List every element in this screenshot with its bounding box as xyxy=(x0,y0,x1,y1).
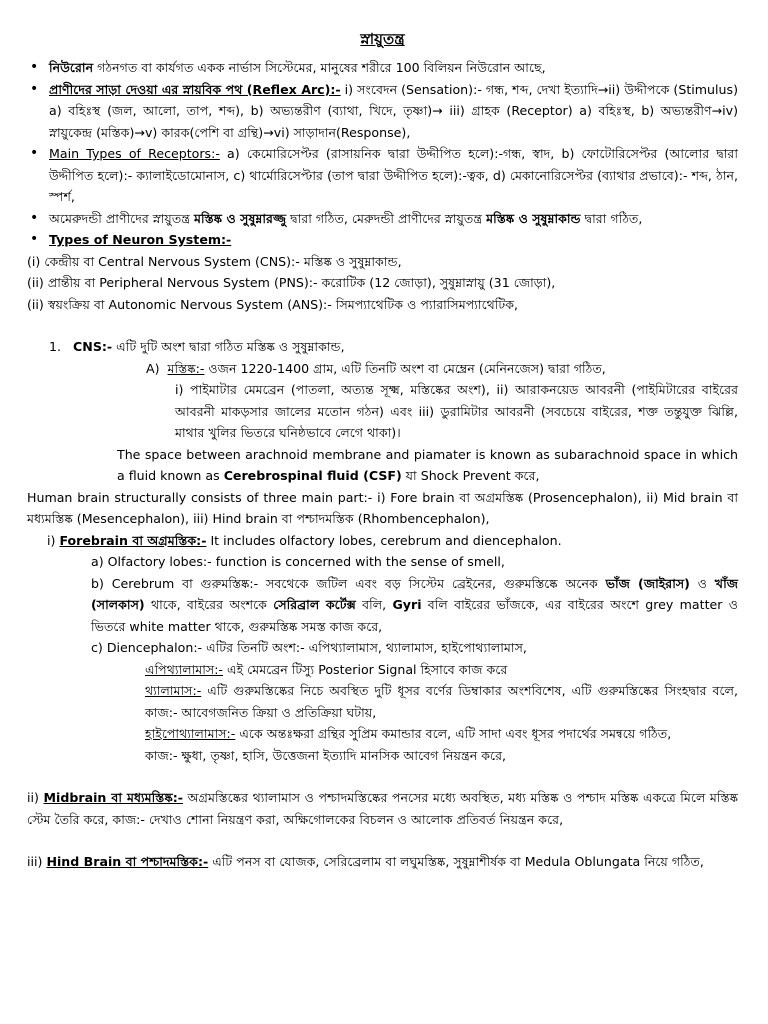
membranes-detail: i) পাইমাটার মেমব্রেন (পাতলা, অত্যন্ত সূক্ষ্ম, মস্তিষ্কের অংশ), ii) আরাকনয়েড আবরনী (পাইমিটারের বাইরের আবরনী মাকড়সার জালের মতোন গঠন) এবং iii) ডুরামিটার আবরনী (সবচেয়ে বাইরের, শক্ত তন্তুযুক্ত ঝিল্লি, মাথার খুলির ভিতরে ঘনিষ্ঠভাবে লেগে থাকা)। xyxy=(175,382,738,440)
ns-item-cns: (i) কেন্দ্রীয় বা Central Nervous System (CNS):- মস্তিষ্ক ও সুষুম্নাকান্ড, xyxy=(27,253,402,269)
neuron-text: গঠনগত বা কার্যগত একক নার্ভাস সিস্টেমের, মানুষের শরীরে 100 বিলিয়ন নিউরোন আছে, xyxy=(93,60,546,75)
epithalamus-line xyxy=(27,659,738,681)
forebrain-heading-line xyxy=(27,530,738,552)
cns-text: এটি দুটি অংশ দ্বারা গঠিত মস্তিষ্ক ও সুষুম্নাকান্ড, xyxy=(112,339,345,354)
cerebrum-text-3: থাকে, বাইরের অংশকে xyxy=(144,597,274,612)
midbrain-text: অগ্রমস্তিষ্কের থ্যালামাস ও পশ্চাদমস্তিষ্কের পনসের মধ্যে অবস্থিত, মধ্য মস্তিষ্ক ও পশ্চাদ মস্তিষ্ক একত্রে মিলে মস্তিষ্ক স্টেম তৈরি করে, কাজ:- দেখাও শোনা নিয়ন্ত্রণ করা, অক্ষিগোলকের বিচলন ও আলোক প্রতিবর্ত নিয়ন্ত্রন করে, xyxy=(27,790,738,827)
hindbrain-text: এটি পনস বা যোজক, সেরিব্রেলাম বা লঘুমস্তিষ্ক, সুষুম্নাশীর্ষক বা Medula Oblungata নিয়ে গঠিত, xyxy=(208,854,704,869)
reflex-arc-text: i) সংবেদন (Sensation):- গন্ধ, শব্দ, দেখা ইত্যাদি→ii) উদ্দীপকে (Stimulus) a) বহিঃস্থ (জল, আলো, তাপ, শব্দ), b) অভ্যন্তরীণ (ব্যাথা, খিদে, তৃষ্ণা)→ iii) গ্রাহক (Receptor) a) বহিঃস্থ, b) অভ্যন্তরীণ→iv) স্নায়ুকেন্দ্র (মস্তিক)→v) কারক(পেশি বা গ্রন্থি)→vi) সাড়াদান(Response), xyxy=(49,81,738,140)
composition-text-1: অমেরুদন্ডী প্রাণীদের স্নায়ুতন্ত্র xyxy=(49,210,195,226)
cns-label: CNS:- xyxy=(73,339,113,354)
reflex-arc-heading: প্রাণীদের সাড়া দেওয়া এর স্নায়বিক পথ (Reflex Arc):- xyxy=(49,81,341,97)
brain-heading: মস্তিষ্ক:- xyxy=(167,360,205,376)
forebrain-number: i) xyxy=(47,532,56,548)
cerebrum-gyrus: ভাঁজ (জাইরাস) xyxy=(605,575,690,591)
page-title: স্নায়ুতন্ত্র xyxy=(360,30,405,48)
hindbrain-paragraph xyxy=(27,851,738,873)
bullet-reflex-arc xyxy=(49,79,738,144)
bullet-neuron-system-types xyxy=(49,229,738,251)
cerebrum-cortex: সেরিব্রাল কর্টেক্স xyxy=(273,597,356,612)
hindbrain-heading: Hind Brain বা পশ্চাদমস্তিক:- xyxy=(46,854,209,869)
cerebrum-text-4: বলি, xyxy=(355,597,393,612)
neuron-term: নিউরোন xyxy=(49,60,94,75)
olfactory-lobes: a) Olfactory lobes:- function is concerned with the sense of smell, xyxy=(91,554,505,569)
cerebrum-sulcus: খাঁজ (সালকাস) xyxy=(91,575,738,612)
intro-bullet-list xyxy=(27,57,738,251)
brain-label: A) xyxy=(146,360,160,376)
bullet-neuron xyxy=(49,57,738,79)
cns-number: 1. xyxy=(49,339,62,354)
epithalamus-text: এই মেমব্রেন টিস্যু Posterior Signal হিসাবে কাজ করে xyxy=(222,661,508,677)
bullet-nervous-system-composition xyxy=(49,208,738,230)
midbrain-paragraph xyxy=(27,787,738,830)
neuron-system-types-heading: Types of Neuron System:- xyxy=(49,232,232,247)
ns-item-pns: (ii) প্রান্তীয় বা Peripheral Nervous System (PNS):- করোটিক (12 জোড়া), সুষুম্নাস্নায়ু (31 জোড়া), xyxy=(27,275,556,290)
forebrain-heading: Forebrain বা অগ্রমস্তিক:- xyxy=(59,532,207,548)
brain-parts-paragraph: Human brain structurally consists of three main part:- i) Fore brain বা অগ্রমস্তিষ্ক (Prosencephalon), ii) Mid brain বা মধ্যমস্তিষ্ক (Mesencephalon), iii) Hind brain বা পশ্চাদমস্তিক (Rhombencephalon), xyxy=(27,489,738,526)
epithalamus-heading: এপিথ্যালামাস:- xyxy=(145,661,223,677)
thalamus-heading: থ্যালামাস:- xyxy=(145,683,202,698)
diencephalon-line: c) Diencephalon:- এটির তিনটি অংশ:- এপিথ্যালামাস, থ্যালামাস, হাইপোথ্যালামাস, xyxy=(91,640,527,655)
hypothalamus-heading: হাইপোথ্যালামাস:- xyxy=(145,726,236,741)
forebrain-text: It includes olfactory lobes, cerebrum and diencephalon. xyxy=(206,532,562,548)
hypothalamus-text: একে অন্তঃক্ষরা গ্রন্থির সুপ্রিম কমান্ডার বলে, এটি সাদা এবং ধূসর পদার্থের সমন্বয়ে গঠিত, xyxy=(235,726,672,741)
composition-bold-1: মস্তিষ্ক ও সুষুম্নারজ্জু xyxy=(194,210,287,226)
csf-term: Cerebrospinal fluid (CSF) xyxy=(223,468,402,483)
hypothalamus-work: কাজ:- ক্ষুধা, তৃষ্ণা, হাসি, উত্তেজনা ইত্যাদি মানসিক আবেগ নিয়ন্ত্রন করে, xyxy=(145,747,507,763)
ns-item-ans: (ii) স্বয়ংক্রিয় বা Autonomic Nervous System (ANS):- সিমপ্যাথেটিক ও প্যারাসিমপ্যাথেটিক, xyxy=(27,296,519,312)
composition-bold-2: মস্তিষ্ক ও সুষুম্নাকান্ড xyxy=(486,210,581,226)
composition-text-3: দ্বারা গঠিত, xyxy=(580,210,643,226)
hindbrain-number: iii) xyxy=(27,854,43,869)
cerebrum-gyri: Gyri xyxy=(392,597,422,612)
cerebrum-text-1: b) Cerebrum বা গুরুমস্তিষ্ক:- সবথেকে জটিল এবং বড় সিস্টেম ব্রেইনের, গুরুমস্তিষ্কে অনেক xyxy=(91,575,606,591)
thalamus-text: এটি গুরুমস্তিষ্কের নিচে অবস্থিত দুটি ধূসর বর্ণের ডিম্বাকার অংশবিশেষ, এটি গুরুমস্তিষ্কের সিংহদ্বার বলে, কাজ:- আবেগজনিত ক্রিয়া ও প্রতিক্রিয়া ঘটায়, xyxy=(145,683,738,720)
cerebrum-text-5: বলি বাইরের ভাঁজকে, এর বাইরের অংশে grey matter ও ভিতরে white matter থাকে, গুরুমস্তিষ্ক সমস্ত কাজ করে, xyxy=(91,597,738,634)
receptors-text: a) কেমোরিসেপ্টর (রাসায়নিক দ্বারা উদ্দীপিত হলে):-গন্ধ, স্বাদ, b) ফোটোরিসেপ্টর (আলোর দ্বারা উদ্দীপিত হলে):- ক্যালাইডোমোনাস, c) থার্মোরিসেপ্টার (তাপ দ্বারা উদ্দীপিত হলে):-ত্বক, d) মেকানোরিসেপ্টর (ব্যাথার প্রভাবে):- শব্দ, ঠান, স্পর্শ, xyxy=(49,146,738,204)
brain-membranes xyxy=(27,358,738,380)
midbrain-number: ii) xyxy=(27,790,39,805)
csf-text-2: যা Shock Prevent করে, xyxy=(401,468,540,483)
composition-text-2: দ্বারা গঠিত, মেরুদন্ডী প্রাণীদের স্নায়ুতন্ত্র xyxy=(286,210,487,226)
receptors-heading: Main Types of Receptors:- xyxy=(49,146,220,161)
thalamus-paragraph xyxy=(27,680,738,723)
hypothalamus-paragraph xyxy=(27,723,738,745)
cns-section xyxy=(27,336,738,358)
midbrain-heading: Midbrain বা মধ্যমস্তিষ্ক:- xyxy=(43,790,184,805)
cerebrum-paragraph xyxy=(27,573,738,638)
bullet-receptors xyxy=(49,143,738,208)
cerebrum-text-2: ও xyxy=(689,575,715,591)
csf-paragraph xyxy=(27,444,738,487)
csf-text-1: The space between arachnoid membrane and piamater is known as subarachnoid space in which a fluid known as xyxy=(117,446,738,483)
brain-text: ওজন 1220-1400 গ্রাম, এটি তিনটি অংশ বা মেম্ব্রেন (মেনিনজেস) দ্বারা গঠিত, xyxy=(204,360,606,376)
